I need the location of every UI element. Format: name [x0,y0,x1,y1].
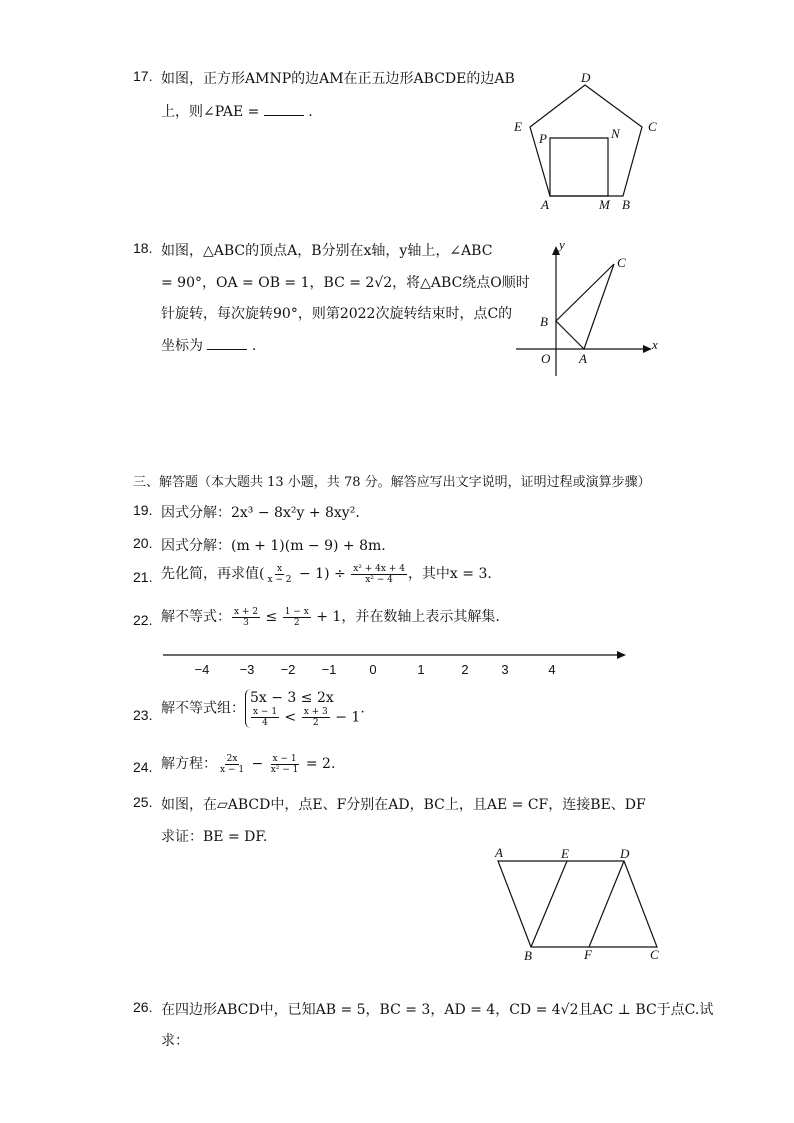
number-line-tick-label: 0 [369,662,377,677]
label-A: A [579,351,587,366]
label-C: C [650,947,659,962]
q18-text-line3: 针旋转，每次旋转90°，则第2022次旋转结束时，点C的 [161,306,513,322]
q21-fraction-2: $\frac{\text{x² + 4x + 4}}{\text{x² − 4}}$ [353,563,405,585]
label-B: B [524,948,532,963]
q26-text-line1: 在四边形ABCD中，已知AB = 5，BC = 3，AD = 4，CD = 4√2且AC ⊥ BC于点C.试 [161,1002,714,1018]
q26-number: 26. [133,999,153,1015]
number-line-tick-label: 2 [461,662,469,677]
label-A: A [495,845,503,860]
q23-inequality-system: 5x − 3 ≤ 2x $\frac{x - 1}{4}$ < $\frac{x + 3}{2}$ − 1 [245,689,360,728]
label-y: y [559,237,565,252]
q22-fraction-1: $\frac{x + 2}{3}$ [234,606,259,628]
q25-text-line1: 如图，在▱ABCD中，点E、F分别在AD，BC上，且AE = CF，连接BE、DF [161,797,646,813]
label-C: C [648,119,657,134]
q23-text: 解不等式组： 5x − 3 ≤ 2x $\frac{x - 1}{4}$ < $\frac{x + 3}{2}$ − 1 . [161,690,365,728]
q19-text: 因式分解：2x³ − 8x²y + 8xy². [161,505,360,521]
label-B: B [540,314,548,329]
label-C: C [617,255,626,270]
number-line [160,644,630,680]
q17-text-line1: 如图，正方形AMNP的边AM在正五边形ABCDE的边AB [161,71,515,87]
q21-fraction-1: $\frac{x}{x - 2}$ [267,563,292,585]
q18-text-line1: 如图，△ABC的顶点A，B分别在x轴，y轴上，∠ABC [161,243,493,259]
q23-number: 23. [133,707,153,723]
label-E: E [514,119,522,134]
q24-fraction-2: $\frac{x - 1}{\text{x² − 1}}$ [270,753,299,775]
number-line-tick-label: −2 [280,662,296,677]
q21-text: 先化简，再求值( $\frac{x}{x - 2}$ − 1) ÷ $\frac{\text{x² + 4x + 4}}{\text{x² − 4}}$ ，其中x = 3. [161,563,492,585]
label-F: F [584,947,592,962]
label-E: E [561,846,569,861]
q18-coordinate-figure [510,236,670,381]
label-P: P [539,131,547,146]
q20-text: 因式分解：(m + 1)(m − 9) + 8m. [161,538,386,554]
label-B: B [622,197,630,212]
q18-number: 18. [133,240,153,256]
q22-text: 解不等式： $\frac{x + 2}{3}$ ≤ $\frac{1 - x}{2}$ + 1，并在数轴上表示其解集. [161,606,500,628]
label-D: D [581,70,591,85]
q18-text-line4: 坐标为 . [161,338,257,354]
q17-pentagon-figure [505,68,665,216]
number-line-tick-label: −4 [194,662,210,677]
number-line-tick-label: −1 [321,662,337,677]
label-N: N [611,126,620,141]
q17-text-line2: 上，则∠PAE = . [161,104,313,120]
q17-answer-blank [264,103,304,116]
q22-fraction-2: $\frac{1 - x}{2}$ [284,606,309,628]
number-line-tick-label: 3 [501,662,509,677]
q25-number: 25. [133,794,153,810]
q24-number: 24. [133,759,153,775]
q26-text-line2: 求： [161,1033,189,1049]
label-A: A [541,197,549,212]
q22-number: 22. [133,612,153,628]
q18-text-line2: = 90°，OA = OB = 1，BC = 2√2，将△ABC绕点O顺时 [161,275,530,291]
section-3-heading: 三、解答题（本大题共 13 小题，共 78 分。解答应写出文字说明，证明过程或演算步骤） [133,475,651,490]
number-line-tick-label: −3 [239,662,255,677]
label-x: x [652,337,658,352]
label-M: M [599,197,610,212]
q17-number: 17. [133,68,153,84]
number-line-tick-label: 1 [417,662,425,677]
q20-number: 20. [133,535,153,551]
q24-text: 解方程： $\frac{2x}{x - 1}$ − $\frac{x - 1}{\text{x² − 1}}$ = 2. [161,753,336,775]
label-O: O [541,351,551,366]
q18-answer-blank [207,337,247,350]
q25-parallelogram-figure [490,842,670,964]
q24-fraction-1: $\frac{2x}{x - 1}$ [220,753,245,775]
q19-number: 19. [133,502,153,518]
q25-text-line2: 求证：BE = DF. [161,829,268,845]
number-line-tick-label: 4 [548,662,556,677]
label-D: D [620,846,630,861]
q21-number: 21. [133,569,153,585]
